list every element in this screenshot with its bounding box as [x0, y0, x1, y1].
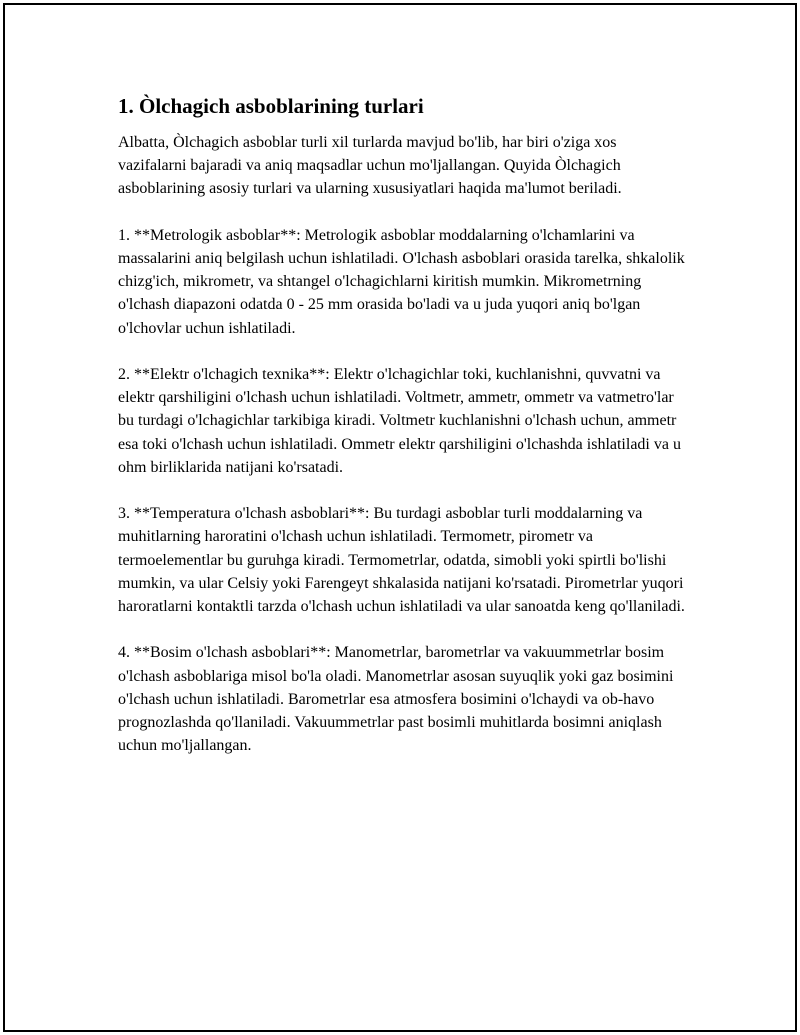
electrical-paragraph: 2. **Elektr o'lchagich texnika**: Elektr o'lchagichlar toki, kuchlanishni, quvvatni va elektr qarshiligini o'lchash uchun ishlatiladi. Voltmetr, ammetr, ommetr va vatmetro'lar bu turdagi o'lchagichlar tarkibiga kiradi. Voltmetr kuchlanishni o'lchash uchun, ammetr esa toki o'lchash uchun ishlatiladi. Ommetr elektr qarshiligini o'lchashda ishlatiladi va u ohm birliklarida natijani ko'rsatadi.: [118, 366, 681, 476]
intro-paragraph: Albatta, Òlchagich asboblar turli xil turlarda mavjud bo'lib, har biri o'ziga xos vazifalarni bajaradi va aniq maqsadlar uchun mo'ljallangan. Quyida Òlchagich asboblarining asosiy turlari va ularning xususiyatlari haqida ma'lumot beriladi.: [118, 134, 622, 198]
document-title: 1. Òlchagich asboblarining turlari: [118, 94, 424, 118]
document-body: [118, 92, 688, 781]
temperature-paragraph: 3. **Temperatura o'lchash asboblari**: Bu turdagi asboblar turli moddalarning va muhitlarning haroratini o'lchash uchun ishlatiladi. Termometr, pirometr va termoelementlar bu guruhga kiradi. Termometrlar, odatda, simobli yoki spirtli bo'lishi mumkin, va ular Celsiy yoki Farengeyt shkalasida natijani ko'rsatadi. Pirometrlar yuqori haroratlarni kontaktli tarzda o'lchash uchun ishlatiladi va ular sanoatda keng qo'llaniladi.: [118, 505, 685, 616]
metrology-paragraph: 1. **Metrologik asboblar**: Metrologik asboblar moddalarning o'lchamlarini va massalarini aniq belgilash uchun ishlatiladi. O'lchash asboblari orasida tarelka, shkalolik chizg'ich, mikrometr, va shtangel o'lchagichlarni kiritish mumkin. Mikrometrning o'lchash diapazoni odatda 0 - 25 mm orasida bo'ladi va u juda yuqori aniq bo'lgan o'lchovlar uchun ishlatiladi.: [118, 226, 685, 337]
pressure-paragraph: 4. **Bosim o'lchash asboblari**: Manometrlar, barometrlar va vakuummetrlar bosim o'lchash asboblariga misol bo'la oladi. Manometrlar asosan suyuqlik yoki gaz bosimini o'lchash uchun ishlatiladi. Barometrlar esa atmosfera bosimini o'lchaydi va ob-havo prognozlashda qo'llaniladi. Vakuummetrlar past bosimli muhitlarda bosimni aniqlash uchun mo'ljallangan.: [118, 644, 674, 755]
